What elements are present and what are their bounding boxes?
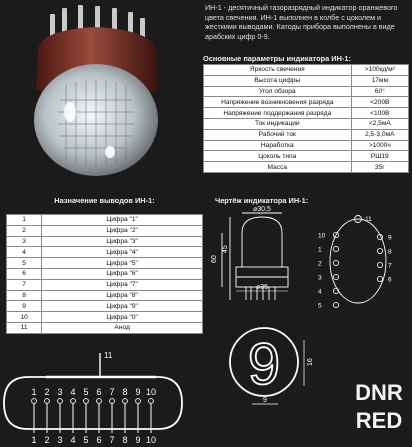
pin-row: [7, 290, 203, 301]
pin-function: Цифра "8": [42, 290, 203, 301]
base-pin-label: 2: [318, 260, 322, 268]
pin-number-top: 3: [57, 387, 63, 397]
pin-number-top: 6: [96, 387, 102, 397]
base-pin-label: 6: [388, 276, 392, 284]
pin-function: Цифра "9": [42, 301, 203, 312]
pin-terminal: [110, 399, 115, 404]
param-row: [204, 65, 409, 76]
pin-number-bottom: 1: [31, 435, 37, 445]
pin-number-bottom: 7: [109, 435, 115, 445]
base-pin-label: 8: [388, 248, 392, 256]
param-row: [204, 86, 409, 97]
param-label: Цоколь типа: [204, 151, 352, 162]
pin-number-bottom: 10: [145, 435, 157, 445]
param-label: Масса: [204, 162, 352, 173]
param-label: Высота цифры: [204, 75, 352, 86]
pin-row: [7, 225, 203, 236]
base-pin-marker: [377, 276, 382, 281]
param-value: <200В: [351, 97, 408, 108]
pinout-diagram: [0, 345, 200, 447]
watermark-line-2: RED: [355, 408, 403, 433]
params-table: [203, 64, 409, 173]
base-pin-label: 3: [318, 274, 322, 282]
base-pin-label: 7: [388, 262, 392, 270]
pin-terminal: [84, 399, 89, 404]
pin-number: 9: [7, 301, 42, 312]
pin-number: 3: [7, 236, 42, 247]
param-label: Яркость свечения: [204, 65, 352, 76]
dim-height-total: 60: [211, 255, 218, 263]
pinout-envelope: [4, 377, 182, 429]
param-row: [204, 162, 409, 173]
pin-terminal: [136, 399, 141, 404]
pin-row: [7, 312, 203, 323]
pinout-pins: [31, 387, 156, 445]
dim-digit-height: 16: [307, 358, 314, 366]
pin-number: 5: [7, 258, 42, 269]
pin-number: 4: [7, 247, 42, 258]
dim-diameter-top: ⌀30,5: [253, 206, 271, 213]
anode-label: 11: [104, 351, 113, 360]
pin-number-top: 4: [70, 387, 76, 397]
pin-terminal: [32, 399, 37, 404]
param-value: 60°: [351, 86, 408, 97]
pin-row: [7, 322, 203, 333]
base-pin-marker: [333, 246, 338, 251]
pin-terminal: [45, 399, 50, 404]
base-pins-right: [377, 234, 392, 283]
pins-table: [6, 214, 203, 334]
dim-height-bulb: 45: [222, 245, 229, 253]
pin-number-bottom: 9: [135, 435, 141, 445]
dim-digit-width: 9: [263, 397, 267, 404]
digit-glyph: 9: [247, 332, 281, 397]
base-pin-marker: [377, 262, 382, 267]
param-value: РШ19: [351, 151, 408, 162]
pin-number-top: 5: [83, 387, 89, 397]
base-pin-label: 1: [318, 246, 322, 254]
pin-function: Цифра "0": [42, 312, 203, 323]
pin-function: Цифра "3": [42, 236, 203, 247]
param-value: 17мм: [351, 75, 408, 86]
param-label: Угол обзора: [204, 86, 352, 97]
pin-function: Анод: [42, 322, 203, 333]
base-pins-left: [318, 232, 339, 309]
base-pin-label: 10: [318, 232, 326, 240]
tube-drawing: [210, 205, 406, 325]
param-row: [204, 129, 409, 140]
pin-row: [7, 301, 203, 312]
drawing-bulb-outline: [242, 217, 282, 267]
pin-terminal: [97, 399, 102, 404]
pin-number-top: 8: [122, 387, 128, 397]
digit-drawing: [222, 322, 322, 414]
param-label: Напряжение возникновения разряда: [204, 97, 352, 108]
param-value: >100кд/м²: [351, 65, 408, 76]
pin-number-bottom: 4: [70, 435, 76, 445]
param-row: [204, 118, 409, 129]
pin-number-bottom: 2: [44, 435, 50, 445]
pin-number-top: 7: [109, 387, 115, 397]
param-row: [204, 75, 409, 86]
pin-number: 11: [7, 322, 42, 333]
pin-row: [7, 279, 203, 290]
pin-function: Цифра "1": [42, 215, 203, 226]
param-value: 2,5-3,0мА: [351, 129, 408, 140]
tube-photo: [0, 0, 200, 190]
param-label: Рабочий ток: [204, 129, 352, 140]
pin-number-bottom: 3: [57, 435, 63, 445]
tube-highlight: [64, 102, 76, 122]
base-pin-label: 5: [318, 302, 322, 310]
pin-number-top: 2: [44, 387, 50, 397]
base-pin-top: 11: [365, 216, 372, 223]
pin-function: Цифра "7": [42, 279, 203, 290]
dim-diameter-base: ⌀35: [255, 284, 269, 291]
pin-row: [7, 258, 203, 269]
param-row: [204, 140, 409, 151]
pin-terminal: [123, 399, 128, 404]
pin-number-bottom: 5: [83, 435, 89, 445]
pin-terminal: [149, 399, 154, 404]
pin-number: 6: [7, 268, 42, 279]
drawing-section: [215, 196, 308, 205]
param-label: Напряжение поддержания разряда: [204, 108, 352, 119]
pins-title: Назначение выводов ИН-1:: [54, 196, 155, 205]
param-value: <2,5мА: [351, 118, 408, 129]
base-pin-label: 9: [388, 234, 392, 242]
param-value: <100В: [351, 108, 408, 119]
pin-row: [7, 236, 203, 247]
intro-text: ИН-1 - десятичный газоразрядный индикатор оранжевого цвета свечения. ИН-1 выполнен в колбе с цоколем и жесткими выводами. Катоды прибора выполнены в виде арабских цифр 0-9.: [205, 3, 398, 41]
base-pin-marker: [333, 260, 338, 265]
pin-number: 2: [7, 225, 42, 236]
pin-number-bottom: 8: [122, 435, 128, 445]
pins-section: [6, 196, 203, 334]
pin-terminal: [71, 399, 76, 404]
pin-row: [7, 247, 203, 258]
pin-number-bottom: 6: [96, 435, 102, 445]
params-section: [203, 54, 409, 173]
param-row: [204, 108, 409, 119]
base-pin-label: 4: [318, 288, 322, 296]
pin-number: 1: [7, 215, 42, 226]
param-value: >1000ч: [351, 140, 408, 151]
pin-number: 10: [7, 312, 42, 323]
watermark-logo: [348, 370, 410, 444]
drawing-title: Чертёж индикатора ИН-1:: [215, 196, 309, 205]
pin-row: [7, 268, 203, 279]
params-title: Основные параметры индикатора ИН-1:: [203, 54, 351, 63]
pin-row: [7, 215, 203, 226]
param-value: 35г: [351, 162, 408, 173]
pin-number-top: 10: [145, 387, 157, 397]
param-row: [204, 97, 409, 108]
pin-terminal: [58, 399, 63, 404]
base-pin-marker: [333, 302, 338, 307]
param-row: [204, 151, 409, 162]
param-label: Ток индикации: [204, 118, 352, 129]
pin-number: 7: [7, 279, 42, 290]
base-pin-marker: [333, 274, 338, 279]
pin-function: Цифра "6": [42, 268, 203, 279]
base-pin-marker: [377, 248, 382, 253]
pin-function: Цифра "2": [42, 225, 203, 236]
pin-function: Цифра "5": [42, 258, 203, 269]
pin-number-top: 1: [31, 387, 37, 397]
pin-number-top: 9: [135, 387, 141, 397]
pin-function: Цифра "4": [42, 247, 203, 258]
base-pin-marker: [333, 288, 338, 293]
param-label: Наработка: [204, 140, 352, 151]
watermark-line-1: DNR: [355, 380, 403, 405]
pin-number: 8: [7, 290, 42, 301]
